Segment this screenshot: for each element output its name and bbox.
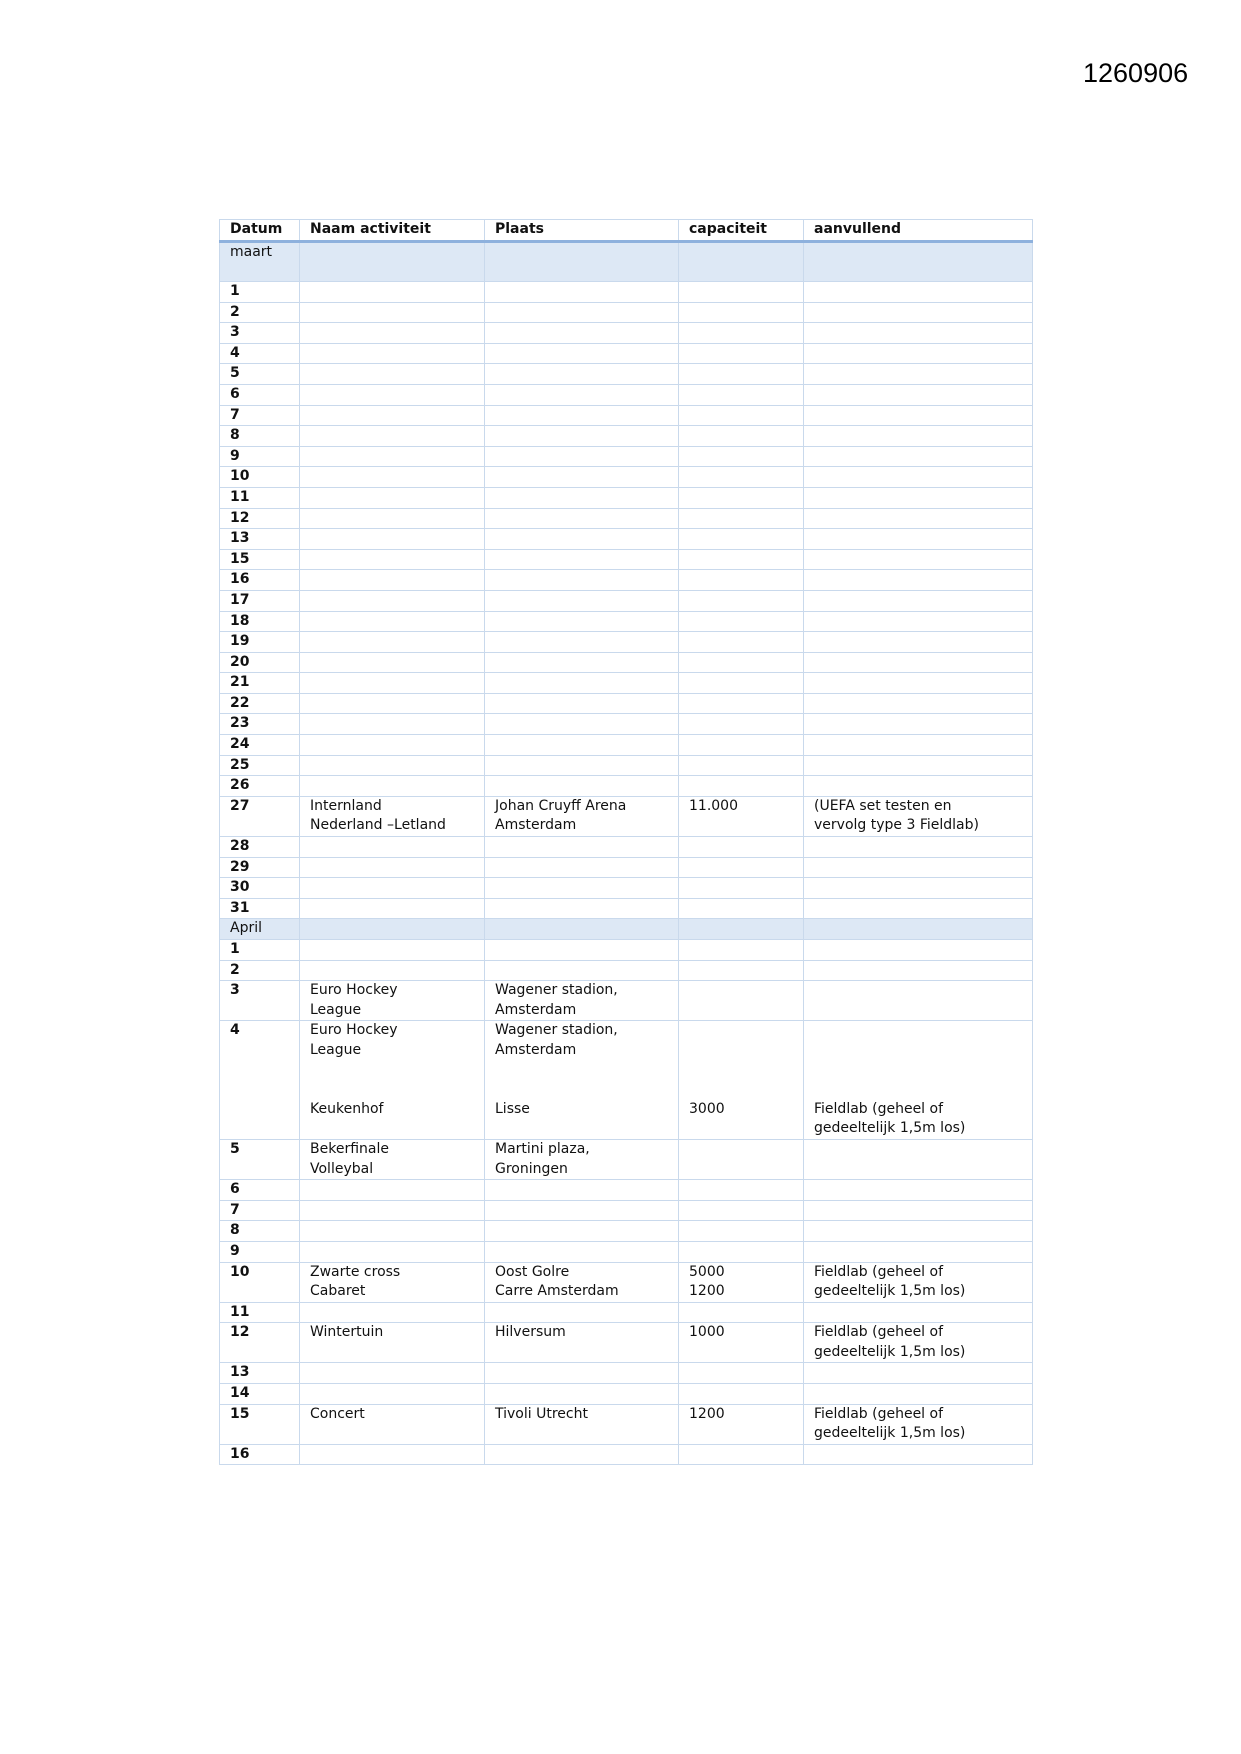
location-cell bbox=[485, 343, 679, 364]
activity-name-cell bbox=[300, 282, 485, 303]
date-cell: 5 bbox=[220, 1139, 300, 1179]
activity-name-cell bbox=[300, 673, 485, 694]
notes-cell bbox=[804, 1221, 1033, 1242]
activity-name-cell bbox=[300, 755, 485, 776]
date-cell: 10 bbox=[220, 467, 300, 488]
capacity-cell bbox=[679, 1139, 804, 1179]
notes-cell bbox=[804, 1363, 1033, 1384]
table-row bbox=[220, 529, 1033, 550]
location-cell bbox=[485, 446, 679, 467]
notes-cell: Fieldlab (geheel of gedeeltelijk 1,5m los) bbox=[804, 1323, 1033, 1363]
header-plaats: Plaats bbox=[485, 220, 679, 242]
month-row bbox=[220, 919, 1033, 940]
notes-cell bbox=[804, 364, 1033, 385]
month-row bbox=[220, 242, 1033, 282]
capacity-cell bbox=[679, 549, 804, 570]
activity-name-cell bbox=[300, 898, 485, 919]
capacity-cell bbox=[679, 529, 804, 550]
notes-cell bbox=[804, 714, 1033, 735]
capacity-cell bbox=[679, 302, 804, 323]
date-cell: 31 bbox=[220, 898, 300, 919]
capacity-cell bbox=[679, 1363, 804, 1384]
activity-name-cell bbox=[300, 487, 485, 508]
empty-cell bbox=[485, 242, 679, 282]
date-cell: 14 bbox=[220, 1384, 300, 1405]
table-row bbox=[220, 898, 1033, 919]
capacity-cell bbox=[679, 1444, 804, 1465]
table-row bbox=[220, 487, 1033, 508]
notes-cell bbox=[804, 857, 1033, 878]
header-datum: Datum bbox=[220, 220, 300, 242]
date-cell: 28 bbox=[220, 837, 300, 858]
date-cell: 20 bbox=[220, 652, 300, 673]
date-cell: 24 bbox=[220, 735, 300, 756]
location-cell bbox=[485, 714, 679, 735]
table-row bbox=[220, 1404, 1033, 1444]
date-cell: 1 bbox=[220, 940, 300, 961]
activity-name-cell bbox=[300, 960, 485, 981]
table-row bbox=[220, 878, 1033, 899]
date-cell: 6 bbox=[220, 1180, 300, 1201]
location-cell bbox=[485, 755, 679, 776]
activity-name-cell bbox=[300, 590, 485, 611]
notes-cell bbox=[804, 446, 1033, 467]
table-row bbox=[220, 1200, 1033, 1221]
date-cell: 8 bbox=[220, 1221, 300, 1242]
activity-name-cell bbox=[300, 302, 485, 323]
date-cell: 27 bbox=[220, 796, 300, 836]
header-naam-activiteit: Naam activiteit bbox=[300, 220, 485, 242]
date-cell: 15 bbox=[220, 1404, 300, 1444]
date-cell: 13 bbox=[220, 1363, 300, 1384]
location-cell bbox=[485, 384, 679, 405]
location-cell bbox=[485, 1221, 679, 1242]
notes-cell bbox=[804, 549, 1033, 570]
capacity-cell bbox=[679, 1221, 804, 1242]
table-row bbox=[220, 1384, 1033, 1405]
capacity-cell bbox=[679, 508, 804, 529]
capacity-cell bbox=[679, 364, 804, 385]
table-row bbox=[220, 776, 1033, 797]
activity-name-cell bbox=[300, 1180, 485, 1201]
table-row bbox=[220, 1444, 1033, 1465]
location-cell bbox=[485, 652, 679, 673]
activity-name-cell bbox=[300, 940, 485, 961]
activity-name-cell: Concert bbox=[300, 1404, 485, 1444]
location-cell bbox=[485, 1302, 679, 1323]
activity-name-cell bbox=[300, 1384, 485, 1405]
notes-cell bbox=[804, 426, 1033, 447]
empty-cell bbox=[804, 242, 1033, 282]
location-cell bbox=[485, 1384, 679, 1405]
date-cell: 3 bbox=[220, 981, 300, 1021]
capacity-cell bbox=[679, 282, 804, 303]
table-row bbox=[220, 960, 1033, 981]
notes-cell bbox=[804, 570, 1033, 591]
notes-cell: Fieldlab (geheel of gedeeltelijk 1,5m los) bbox=[804, 1021, 1033, 1140]
table-row bbox=[220, 508, 1033, 529]
activity-name-cell: Internland Nederland –Letland bbox=[300, 796, 485, 836]
activity-name-cell: Wintertuin bbox=[300, 1323, 485, 1363]
date-cell: 8 bbox=[220, 426, 300, 447]
notes-cell bbox=[804, 837, 1033, 858]
date-cell: 4 bbox=[220, 1021, 300, 1140]
location-cell bbox=[485, 364, 679, 385]
table-row bbox=[220, 755, 1033, 776]
notes-cell bbox=[804, 1302, 1033, 1323]
table-row bbox=[220, 1363, 1033, 1384]
table-row bbox=[220, 426, 1033, 447]
capacity-cell bbox=[679, 714, 804, 735]
table-row bbox=[220, 282, 1033, 303]
location-cell bbox=[485, 940, 679, 961]
activity-name-cell bbox=[300, 693, 485, 714]
notes-cell: (UEFA set testen en vervolg type 3 Fieldlab) bbox=[804, 796, 1033, 836]
notes-cell: Fieldlab (geheel of gedeeltelijk 1,5m los) bbox=[804, 1404, 1033, 1444]
capacity-cell: 3000 bbox=[679, 1021, 804, 1140]
location-cell bbox=[485, 1200, 679, 1221]
header-aanvullend: aanvullend bbox=[804, 220, 1033, 242]
table-row bbox=[220, 467, 1033, 488]
notes-cell bbox=[804, 590, 1033, 611]
activity-name-cell bbox=[300, 878, 485, 899]
date-cell: 19 bbox=[220, 632, 300, 653]
capacity-cell bbox=[679, 590, 804, 611]
month-label: maart bbox=[220, 242, 300, 282]
capacity-cell bbox=[679, 1302, 804, 1323]
table-row bbox=[220, 632, 1033, 653]
location-cell bbox=[485, 673, 679, 694]
table-row bbox=[220, 981, 1033, 1021]
table-row bbox=[220, 302, 1033, 323]
notes-cell bbox=[804, 652, 1033, 673]
header-capaciteit: capaciteit bbox=[679, 220, 804, 242]
location-cell bbox=[485, 735, 679, 756]
notes-cell bbox=[804, 981, 1033, 1021]
activity-name-cell bbox=[300, 364, 485, 385]
table-row bbox=[220, 1021, 1033, 1140]
activity-name-cell bbox=[300, 405, 485, 426]
activity-name-cell bbox=[300, 1363, 485, 1384]
activity-name-cell bbox=[300, 776, 485, 797]
location-cell bbox=[485, 1241, 679, 1262]
month-label: April bbox=[220, 919, 300, 940]
activity-name-cell: Euro Hockey League bbox=[300, 981, 485, 1021]
activity-name-cell bbox=[300, 467, 485, 488]
table-row bbox=[220, 796, 1033, 836]
date-cell: 18 bbox=[220, 611, 300, 632]
capacity-cell bbox=[679, 857, 804, 878]
empty-cell bbox=[679, 919, 804, 940]
date-cell: 4 bbox=[220, 343, 300, 364]
capacity-cell bbox=[679, 446, 804, 467]
location-cell: Tivoli Utrecht bbox=[485, 1404, 679, 1444]
capacity-cell: 5000 1200 bbox=[679, 1262, 804, 1302]
notes-cell bbox=[804, 755, 1033, 776]
activity-name-cell bbox=[300, 735, 485, 756]
table-row bbox=[220, 323, 1033, 344]
notes-cell bbox=[804, 467, 1033, 488]
empty-cell bbox=[300, 242, 485, 282]
notes-cell bbox=[804, 878, 1033, 899]
table-row bbox=[220, 611, 1033, 632]
date-cell: 21 bbox=[220, 673, 300, 694]
location-cell bbox=[485, 1363, 679, 1384]
date-cell: 1 bbox=[220, 282, 300, 303]
date-cell: 2 bbox=[220, 302, 300, 323]
capacity-cell bbox=[679, 1180, 804, 1201]
date-cell: 29 bbox=[220, 857, 300, 878]
capacity-cell: 1200 bbox=[679, 1404, 804, 1444]
capacity-cell: 11.000 bbox=[679, 796, 804, 836]
capacity-cell bbox=[679, 467, 804, 488]
location-cell bbox=[485, 529, 679, 550]
activity-name-cell bbox=[300, 1444, 485, 1465]
location-cell bbox=[485, 302, 679, 323]
date-cell: 13 bbox=[220, 529, 300, 550]
table-row bbox=[220, 549, 1033, 570]
date-cell: 3 bbox=[220, 323, 300, 344]
table-row bbox=[220, 1139, 1033, 1179]
notes-cell bbox=[804, 529, 1033, 550]
activity-name-cell: Bekerfinale Volleybal bbox=[300, 1139, 485, 1179]
location-cell bbox=[485, 282, 679, 303]
activity-name-cell bbox=[300, 714, 485, 735]
location-cell bbox=[485, 405, 679, 426]
table-row bbox=[220, 1221, 1033, 1242]
activity-name-cell bbox=[300, 549, 485, 570]
date-cell: 15 bbox=[220, 549, 300, 570]
capacity-cell bbox=[679, 837, 804, 858]
activity-name-cell bbox=[300, 1221, 485, 1242]
location-cell bbox=[485, 570, 679, 591]
activity-name-cell bbox=[300, 857, 485, 878]
capacity-cell bbox=[679, 405, 804, 426]
date-cell: 10 bbox=[220, 1262, 300, 1302]
date-cell: 5 bbox=[220, 364, 300, 385]
location-cell bbox=[485, 590, 679, 611]
table-row bbox=[220, 652, 1033, 673]
notes-cell bbox=[804, 1384, 1033, 1405]
location-cell bbox=[485, 467, 679, 488]
table-row bbox=[220, 343, 1033, 364]
capacity-cell bbox=[679, 426, 804, 447]
location-cell bbox=[485, 426, 679, 447]
table-row bbox=[220, 1241, 1033, 1262]
capacity-cell bbox=[679, 632, 804, 653]
activity-name-cell bbox=[300, 508, 485, 529]
notes-cell bbox=[804, 1200, 1033, 1221]
capacity-cell bbox=[679, 960, 804, 981]
notes-cell bbox=[804, 1444, 1033, 1465]
date-cell: 7 bbox=[220, 405, 300, 426]
capacity-cell bbox=[679, 343, 804, 364]
capacity-cell bbox=[679, 323, 804, 344]
activity-name-cell bbox=[300, 652, 485, 673]
date-cell: 6 bbox=[220, 384, 300, 405]
activity-name-cell bbox=[300, 570, 485, 591]
notes-cell bbox=[804, 1180, 1033, 1201]
notes-cell bbox=[804, 898, 1033, 919]
notes-cell bbox=[804, 673, 1033, 694]
location-cell: Oost Golre Carre Amsterdam bbox=[485, 1262, 679, 1302]
notes-cell bbox=[804, 632, 1033, 653]
activity-name-cell bbox=[300, 1302, 485, 1323]
location-cell bbox=[485, 776, 679, 797]
events-table bbox=[219, 219, 1033, 1465]
empty-cell bbox=[679, 242, 804, 282]
date-cell: 17 bbox=[220, 590, 300, 611]
capacity-cell bbox=[679, 693, 804, 714]
capacity-cell bbox=[679, 940, 804, 961]
notes-cell bbox=[804, 343, 1033, 364]
location-cell: Martini plaza, Groningen bbox=[485, 1139, 679, 1179]
capacity-cell bbox=[679, 878, 804, 899]
capacity-cell bbox=[679, 981, 804, 1021]
date-cell: 11 bbox=[220, 487, 300, 508]
activity-name-cell bbox=[300, 529, 485, 550]
capacity-cell bbox=[679, 755, 804, 776]
table-row bbox=[220, 1302, 1033, 1323]
date-cell: 9 bbox=[220, 446, 300, 467]
capacity-cell bbox=[679, 611, 804, 632]
activity-name-cell bbox=[300, 384, 485, 405]
table-row bbox=[220, 714, 1033, 735]
table-row bbox=[220, 1180, 1033, 1201]
table-row bbox=[220, 446, 1033, 467]
date-cell: 30 bbox=[220, 878, 300, 899]
location-cell bbox=[485, 1180, 679, 1201]
capacity-cell bbox=[679, 1241, 804, 1262]
notes-cell bbox=[804, 384, 1033, 405]
notes-cell bbox=[804, 1139, 1033, 1179]
capacity-cell bbox=[679, 652, 804, 673]
location-cell bbox=[485, 837, 679, 858]
capacity-cell bbox=[679, 776, 804, 797]
date-cell: 23 bbox=[220, 714, 300, 735]
activity-name-cell bbox=[300, 1200, 485, 1221]
activity-name-cell: Zwarte cross Cabaret bbox=[300, 1262, 485, 1302]
notes-cell bbox=[804, 1241, 1033, 1262]
table-row bbox=[220, 693, 1033, 714]
date-cell: 22 bbox=[220, 693, 300, 714]
notes-cell bbox=[804, 508, 1033, 529]
table-row bbox=[220, 1323, 1033, 1363]
activity-name-cell bbox=[300, 611, 485, 632]
notes-cell bbox=[804, 323, 1033, 344]
activity-name-cell bbox=[300, 632, 485, 653]
location-cell: Johan Cruyff Arena Amsterdam bbox=[485, 796, 679, 836]
table-row bbox=[220, 857, 1033, 878]
capacity-cell bbox=[679, 570, 804, 591]
capacity-cell bbox=[679, 735, 804, 756]
header-row bbox=[220, 220, 1033, 242]
activity-name-cell: Euro Hockey League Keukenhof bbox=[300, 1021, 485, 1140]
location-cell bbox=[485, 323, 679, 344]
notes-cell bbox=[804, 611, 1033, 632]
document-number: 1260906 bbox=[1083, 58, 1189, 88]
activity-name-cell bbox=[300, 426, 485, 447]
table-row bbox=[220, 570, 1033, 591]
date-cell: 2 bbox=[220, 960, 300, 981]
location-cell bbox=[485, 878, 679, 899]
table-row bbox=[220, 673, 1033, 694]
location-cell bbox=[485, 632, 679, 653]
table-row bbox=[220, 384, 1033, 405]
capacity-cell: 1000 bbox=[679, 1323, 804, 1363]
location-cell bbox=[485, 487, 679, 508]
table-row bbox=[220, 405, 1033, 426]
location-cell bbox=[485, 611, 679, 632]
notes-cell bbox=[804, 960, 1033, 981]
date-cell: 12 bbox=[220, 1323, 300, 1363]
capacity-cell bbox=[679, 898, 804, 919]
table-row bbox=[220, 364, 1033, 385]
notes-cell bbox=[804, 776, 1033, 797]
capacity-cell bbox=[679, 1384, 804, 1405]
table-row bbox=[220, 590, 1033, 611]
activity-name-cell bbox=[300, 343, 485, 364]
location-cell bbox=[485, 549, 679, 570]
empty-cell bbox=[485, 919, 679, 940]
notes-cell bbox=[804, 302, 1033, 323]
location-cell bbox=[485, 1444, 679, 1465]
location-cell bbox=[485, 898, 679, 919]
location-cell bbox=[485, 960, 679, 981]
location-cell bbox=[485, 693, 679, 714]
activity-name-cell bbox=[300, 446, 485, 467]
table-body bbox=[220, 242, 1033, 1465]
notes-cell bbox=[804, 405, 1033, 426]
capacity-cell bbox=[679, 384, 804, 405]
notes-cell bbox=[804, 735, 1033, 756]
capacity-cell bbox=[679, 487, 804, 508]
date-cell: 7 bbox=[220, 1200, 300, 1221]
activity-name-cell bbox=[300, 323, 485, 344]
notes-cell bbox=[804, 693, 1033, 714]
date-cell: 9 bbox=[220, 1241, 300, 1262]
date-cell: 26 bbox=[220, 776, 300, 797]
notes-cell: Fieldlab (geheel of gedeeltelijk 1,5m los) bbox=[804, 1262, 1033, 1302]
date-cell: 16 bbox=[220, 570, 300, 591]
capacity-cell bbox=[679, 1200, 804, 1221]
empty-cell bbox=[300, 919, 485, 940]
table-row bbox=[220, 1262, 1033, 1302]
activity-name-cell bbox=[300, 1241, 485, 1262]
notes-cell bbox=[804, 487, 1033, 508]
location-cell bbox=[485, 857, 679, 878]
notes-cell bbox=[804, 282, 1033, 303]
location-cell: Hilversum bbox=[485, 1323, 679, 1363]
location-cell: Wagener stadion, Amsterdam bbox=[485, 981, 679, 1021]
table-row bbox=[220, 940, 1033, 961]
table-row bbox=[220, 837, 1033, 858]
capacity-cell bbox=[679, 673, 804, 694]
location-cell: Wagener stadion, Amsterdam Lisse bbox=[485, 1021, 679, 1140]
date-cell: 11 bbox=[220, 1302, 300, 1323]
location-cell bbox=[485, 508, 679, 529]
activity-name-cell bbox=[300, 837, 485, 858]
date-cell: 12 bbox=[220, 508, 300, 529]
empty-cell bbox=[804, 919, 1033, 940]
date-cell: 25 bbox=[220, 755, 300, 776]
table-row bbox=[220, 735, 1033, 756]
notes-cell bbox=[804, 940, 1033, 961]
date-cell: 16 bbox=[220, 1444, 300, 1465]
